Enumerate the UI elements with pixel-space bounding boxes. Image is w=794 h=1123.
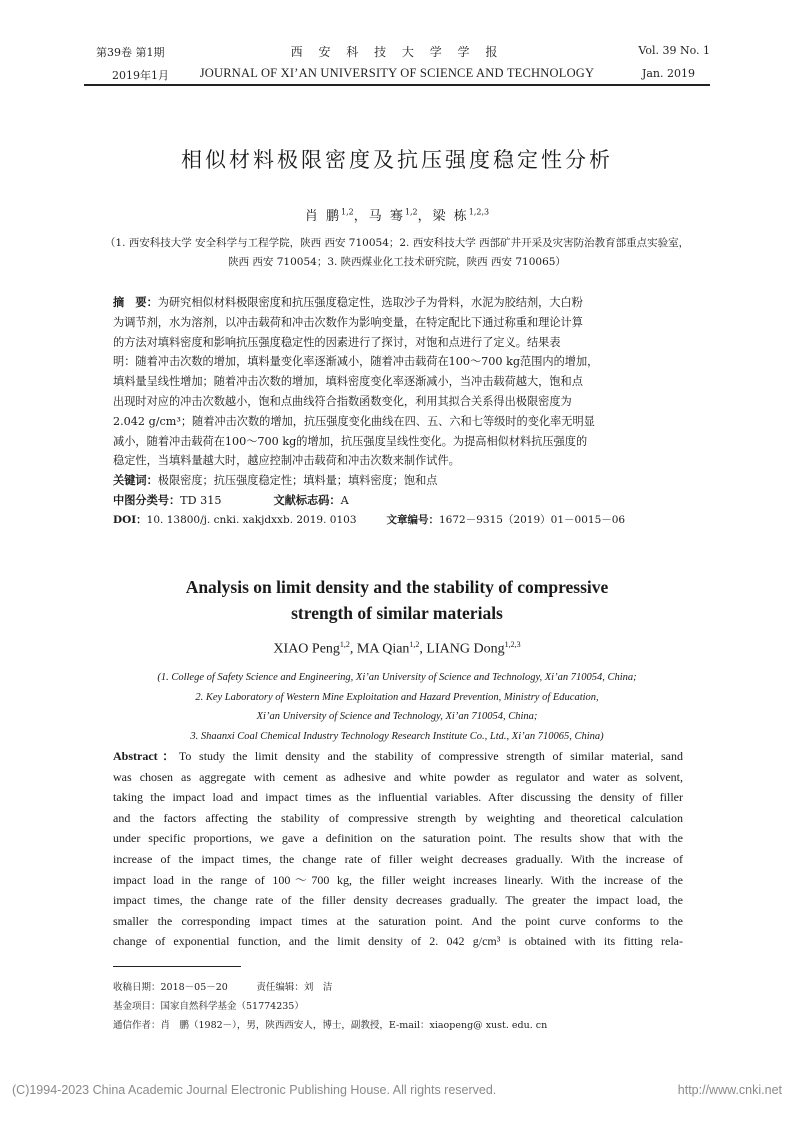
en-abstract-line: impact times, the change rate of the filler density decreases gradually. The greater the impact load, the <box>113 893 683 908</box>
cn-author-sep: ， <box>353 209 369 224</box>
en-abstract-line: and the factors affecting the stability of compressive strength by weighting and theoretical calculation <box>113 810 683 825</box>
en-authors <box>0 640 794 658</box>
header-journal-en: JOURNAL OF XI’AN UNIVERSITY OF SCIENCE AND TECHNOLOGY <box>199 66 595 80</box>
cn-abstract-line: 明：随着冲击次数的增加，填料量变化率逐渐减小，随着冲击载荷在100～700 kg范围内的增加， <box>113 355 599 369</box>
cnki-url: http://www.cnki.net <box>677 1083 782 1097</box>
en-author: XIAO Peng <box>273 641 340 657</box>
cn-keywords-text: 极限密度；抗压强度稳定性；填料量；填料密度；饱和点 <box>157 474 438 488</box>
cn-abstract-line: 为研究相似材料极限密度和抗压强度稳定性，选取沙子为骨料，水泥为胶结剂，大白粉 <box>157 296 583 309</box>
header-volume-en: Vol. 39 No. 1 <box>638 44 710 57</box>
doc-code-value: A <box>340 493 349 507</box>
cn-abstract-line: 填料量呈线性增加；随着冲击次数的增加，填料密度变化率逐渐减小，当冲击载荷越大，饱和点 <box>113 375 583 389</box>
cn-abstract-line: 出现时对应的冲击次数越小，饱和点曲线符合指数函数变化，利用其拟合关系得出极限密度为 <box>113 394 572 408</box>
header-date-en: Jan. 2019 <box>641 67 695 80</box>
en-abstract <box>113 746 683 952</box>
en-abstract-line: smaller the corresponding impact times at the saturation point. And the point curve conforms to the <box>113 913 683 928</box>
cn-abstract-label: 摘 要： <box>113 295 158 309</box>
cn-author-sup: 1,2,3 <box>468 207 490 217</box>
cn-keywords-label: 关键词： <box>113 473 158 488</box>
footnote-author: 通信作者：肖 鹏（1982－），男，陕西西安人，博士，副教授，E-mail：xiaopeng@ xust. edu. cn <box>113 1020 548 1031</box>
en-author: LIANG Dong <box>426 641 505 657</box>
en-affiliations <box>90 668 704 746</box>
cn-affiliations <box>80 234 714 272</box>
en-abstract-line: taking the impact load and impact times as the influential variables. After discussing the density of filler <box>113 790 683 805</box>
cn-keywords <box>113 471 681 491</box>
cn-abstract-line: 为调节剂，水为溶剂，以冲击载荷和冲击次数作为影响变量，在特定配比下通过称重和理论计算 <box>113 315 583 329</box>
en-author-sup: 1,2 <box>409 640 420 649</box>
header-date-cn: 2019年1月 <box>112 69 169 82</box>
en-abstract-line: To study the limit density and the stability of compressive strength of similar material, sand <box>178 749 683 763</box>
cn-abstract <box>113 293 681 531</box>
en-author-sep: , <box>349 641 357 657</box>
en-author-sup: 1,2,3 <box>504 640 521 649</box>
en-abstract-line: increase of the impact times, the change rate of filler weight decreases gradually. With the increase of <box>113 851 683 866</box>
en-title-line: strength of similar materials <box>291 603 503 623</box>
article-no-label: 文章编号： <box>386 513 439 526</box>
cn-classification <box>113 491 681 511</box>
cn-affiliation-line: （1. 西安科技大学 安全科学与工程学院，陕西 西安 710054；2. 西安科技大学 西部矿井开采及灾害防治教育部重点实验室， <box>104 237 690 249</box>
copyright-line <box>12 1083 792 1097</box>
footnote-received: 收稿日期：2018－05－20 责任编辑：刘 洁 <box>113 982 333 993</box>
doi-value: 10. 13800/j. cnki. xakjdxxb. 2019. 0103 <box>146 513 357 526</box>
clc-label: 中图分类号： <box>113 492 181 507</box>
cn-affiliation-line: 陕西 西安 710054；3. 陕西煤业化工技术研究院，陕西 西安 710065） <box>228 256 566 268</box>
en-abstract-line: impact load in the range of 100～700 kg, the filler weight increases linearly. With the increase of the <box>113 872 683 887</box>
footnote-rule <box>113 966 241 967</box>
en-affiliation-line: (1. College of Safety Science and Engineering, Xi’an University of Science and Technology, Xi’an 710054, China; <box>157 672 637 683</box>
header-volume-cn: 第39卷 第1期 <box>96 46 165 59</box>
cn-author: 梁 栋 <box>432 209 469 224</box>
cn-author-sup: 1,2 <box>404 207 418 217</box>
doi-label: DOI： <box>113 513 147 526</box>
article-no-value: 1672－9315（2019）01－0015－06 <box>439 513 626 526</box>
en-abstract-line: was chosen as aggregate with cement as adhesive and white powder as regulator and water as solvent, <box>113 769 683 784</box>
clc-value: TD 315 <box>180 493 222 507</box>
en-affiliation-line: Xi’an University of Science and Technology, Xi’an 710054, China; <box>256 711 538 722</box>
cn-author-sup: 1,2 <box>341 207 354 217</box>
en-title <box>0 574 794 626</box>
cn-author-sep: ， <box>417 209 433 224</box>
cn-author: 肖 鹏 <box>304 209 341 224</box>
en-affiliation-line: 3. Shaanxi Coal Chemical Industry Technology Research Institute Co., Ltd., Xi’an 710065, China) <box>190 730 604 742</box>
en-abstract-line: under specific proportions, we gave a definition on the saturation point. The results show that with the <box>113 831 683 846</box>
cn-abstract-line: 减小，随着冲击载荷在100～700 kg的增加，抗压强度呈线性变化。为提高相似材料抗压强度的 <box>113 434 588 448</box>
en-affiliation-line: 2. Key Laboratory of Western Mine Exploitation and Hazard Prevention, Ministry of Education, <box>195 691 599 703</box>
footnotes <box>113 978 713 1035</box>
en-abstract-label: Abstract： <box>113 749 179 763</box>
en-abstract-line: change of exponential function, and the limit density of 2. 042 g/cm³ is obtained with its fitting rela- <box>113 934 683 949</box>
cn-abstract-line: 的方法对填料密度和影响抗压强度稳定性的因素进行了探讨，对饱和点进行了定义。结果表 <box>113 335 561 349</box>
cn-author: 马 骞 <box>368 209 405 224</box>
en-title-line: Analysis on limit density and the stability of compressive <box>185 577 609 597</box>
cn-authors <box>0 205 794 224</box>
en-author: MA Qian <box>356 641 410 657</box>
header-rule <box>84 84 710 86</box>
cn-abstract-line: 稳定性，当填料量越大时，越应控制冲击载荷和冲击次数来制作试件。 <box>113 454 460 468</box>
cn-doi-line <box>113 511 681 531</box>
en-author-sup: 1,2 <box>339 640 350 649</box>
cn-abstract-line: 2.042 g/cm³；随着冲击次数的增加，抗压强度变化曲线在四、五、六和七等级时的变化率无明显 <box>113 414 595 428</box>
doc-code-label: 文献标志码： <box>273 492 341 507</box>
footnote-fund: 基金项目：国家自然科学基金（51774235） <box>113 1001 304 1012</box>
en-author-sep: , <box>419 641 427 657</box>
header-journal-cn: 西 安 科 技 大 学 学 报 <box>290 45 504 59</box>
copyright-text: (C)1994-2023 China Academic Journal Electronic Publishing House. All rights reserved. <box>12 1083 497 1097</box>
cn-title: 相似材料极限密度及抗压强度稳定性分析 <box>181 148 613 172</box>
